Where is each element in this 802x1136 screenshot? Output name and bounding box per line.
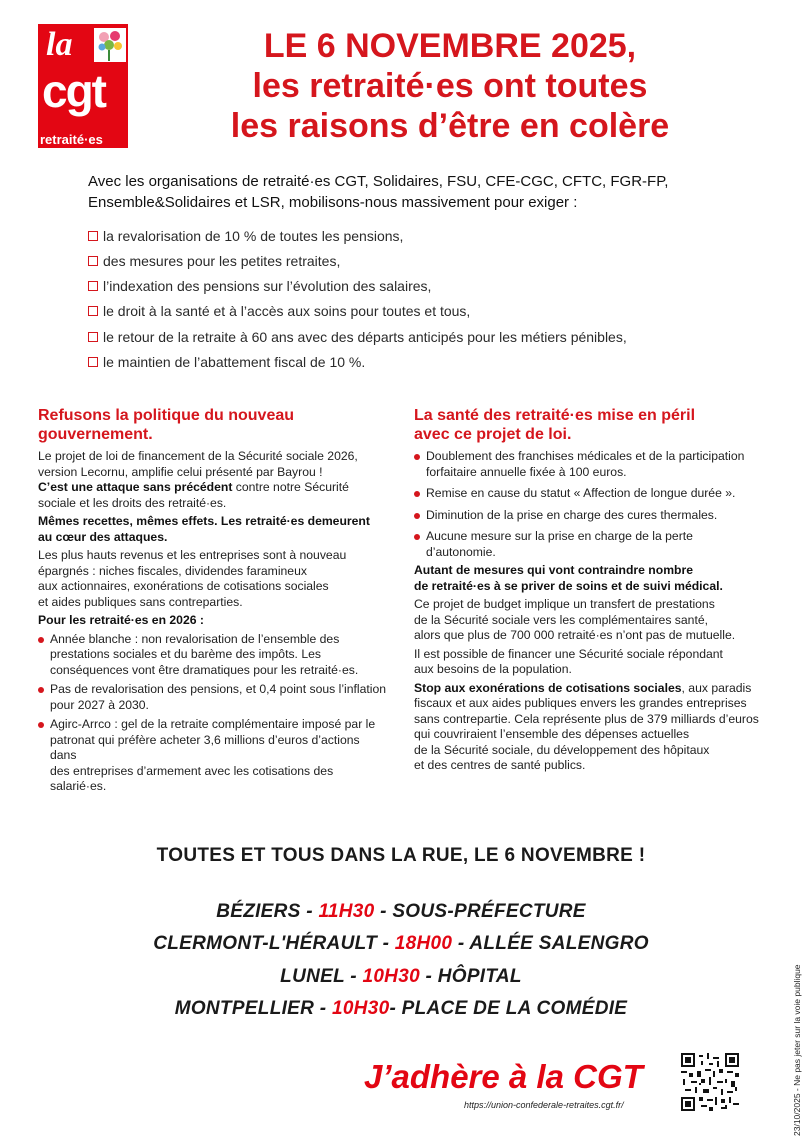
checkbox-icon: [88, 281, 98, 291]
left-section-title: Refusons la politique du nouveau gouvernement.: [38, 407, 295, 443]
logo-cgt: cgt: [42, 65, 105, 117]
location-row: LUNEL - 10H30 - HÔPITAL: [280, 966, 522, 987]
intro-text: Avec les organisations de retraité·es CGT, Solidaires, FSU, CFE-CGC, CFTC, FGR-FP, Ensemble&Solidaires et LSR, mobilisons-nous massivement pour exiger :: [88, 173, 669, 211]
bullet-dot-icon: [38, 722, 44, 728]
side-note: 23/10/2025 - Ne pas jeter sur la voie publique: [792, 964, 802, 1136]
left-paragraph-1: Le projet de loi de financement de la Sécurité sociale 2026, version Lecornu, amplifie celui présenté par Bayrou !: [38, 449, 358, 479]
adhere-headline: J’adhère à la CGT: [364, 1058, 643, 1095]
right-subheading-1: Autant de mesures qui vont contraindre nombre de retraité·es à se priver de soins et de suivi médical.: [414, 563, 723, 593]
bullet-dot-icon: [414, 513, 420, 519]
qr-code[interactable]: [681, 1053, 739, 1111]
left-column: [38, 406, 388, 795]
bullet-dot-icon: [38, 687, 44, 693]
left-subheading-1: Mêmes recettes, mêmes effets. Les retraité·es demeurent au cœur des attaques.: [38, 514, 370, 544]
logo-la: la: [46, 26, 73, 63]
location-row: BÉZIERS - 11H30 - SOUS-PRÉFECTURE: [216, 901, 586, 922]
right-paragraph-3: Stop aux exonérations de cotisations sociales, aux paradis fiscaux et aux aides publiques envers les grandes entreprises sans contrepartie. Cela représente plus de 379 milliards d’euros qui couvriraient l’ensemble des dépenses actuelles de la Sécurité sociale, du développement des hôpitaux et des centres de santé publics.: [414, 680, 759, 772]
left-paragraph-2: C’est une attaque sans précédent contre notre Sécurité sociale et les droits des retraité·es.: [38, 480, 349, 510]
rue-headline: TOUTES ET TOUS DANS LA RUE, LE 6 NOVEMBRE !: [156, 845, 646, 866]
title-line-3: les raisons d’être en colère: [230, 107, 670, 145]
bullet-dot-icon: [414, 491, 420, 497]
demand-item: le droit à la santé et à l’accès aux soins pour toutes et tous,: [88, 303, 470, 319]
right-bullet: Aucune mesure sur la prise en charge de la perte d’autonomie.: [414, 529, 774, 560]
checkbox-icon: [88, 357, 98, 367]
checkbox-icon: [88, 231, 98, 241]
logo-retraites: retraité·es: [40, 132, 103, 147]
bullet-dot-icon: [38, 637, 44, 643]
demand-item: la revalorisation de 10 % de toutes les pensions,: [88, 228, 403, 244]
bullet-dot-icon: [414, 534, 420, 540]
checkbox-icon: [88, 332, 98, 342]
right-section-title: La santé des retraité·es mise en péril avec ce projet de loi.: [414, 407, 696, 443]
left-bullet: Agirc-Arrco : gel de la retraite complémentaire imposé par le patronat qui préfère acheter 3,6 millions d’euros d’actions dans des entreprises d’armement avec les cotisations des salarié·es.: [38, 717, 388, 795]
right-bullet: Doublement des franchises médicales et de la participation forfaitaire annuelle fixée à 100 euros.: [414, 449, 774, 480]
demand-item: le retour de la retraite à 60 ans avec des départs anticipés pour les métiers pénibles,: [88, 329, 627, 345]
checkbox-icon: [88, 256, 98, 266]
demand-item: des mesures pour les petites retraites,: [88, 253, 340, 269]
title-line-2: les retraité·es ont toutes: [252, 67, 648, 105]
location-row: MONTPELLIER - 10H30- PLACE DE LA COMÉDIE: [174, 998, 628, 1019]
flower-icon: [94, 28, 126, 62]
left-subheading-2: Pour les retraité·es en 2026 :: [38, 613, 204, 627]
right-bullet: Remise en cause du statut « Affection de longue durée ».: [414, 486, 774, 502]
right-bullet: Diminution de la prise en charge des cures thermales.: [414, 508, 774, 524]
right-paragraph-2: Il est possible de financer une Sécurité sociale répondant aux besoins de la population.: [414, 646, 723, 676]
left-paragraph-3: Les plus hauts revenus et les entreprises sont à nouveau épargnés : niches fiscales, dividendes faramineux aux actionnaires, exonérations de cotisations sociales et aides publiques sans contreparties.: [38, 548, 347, 609]
demand-item: l’indexation des pensions sur l’évolution des salaires,: [88, 278, 431, 294]
left-bullet: Année blanche : non revalorisation de l’ensemble des prestations sociales et du barème des impôts. Les conséquences vont être dramatiques pour les retraité·es.: [38, 632, 388, 679]
website-link[interactable]: https://union-confederale-retraites.cgt.fr/: [464, 1100, 624, 1110]
bullet-dot-icon: [414, 454, 420, 460]
right-paragraph-1: Ce projet de budget implique un transfert de prestations de la Sécurité sociale vers les complémentaires santé, alors que plus de 700 000 retraité·es n’ont pas de mutuelle.: [414, 597, 736, 642]
cgt-logo: [38, 24, 128, 148]
checkbox-icon: [88, 306, 98, 316]
right-column: [414, 406, 774, 774]
left-bullet: Pas de revalorisation des pensions, et 0,4 point sous l’inflation pour 2027 à 2030.: [38, 682, 388, 713]
title-line-1: LE 6 NOVEMBRE 2025,: [263, 27, 637, 65]
location-row: CLERMONT-L'HÉRAULT - 18H00 - ALLÉE SALENGRO: [153, 933, 649, 954]
demand-item: le maintien de l’abattement fiscal de 10 %.: [88, 354, 365, 370]
